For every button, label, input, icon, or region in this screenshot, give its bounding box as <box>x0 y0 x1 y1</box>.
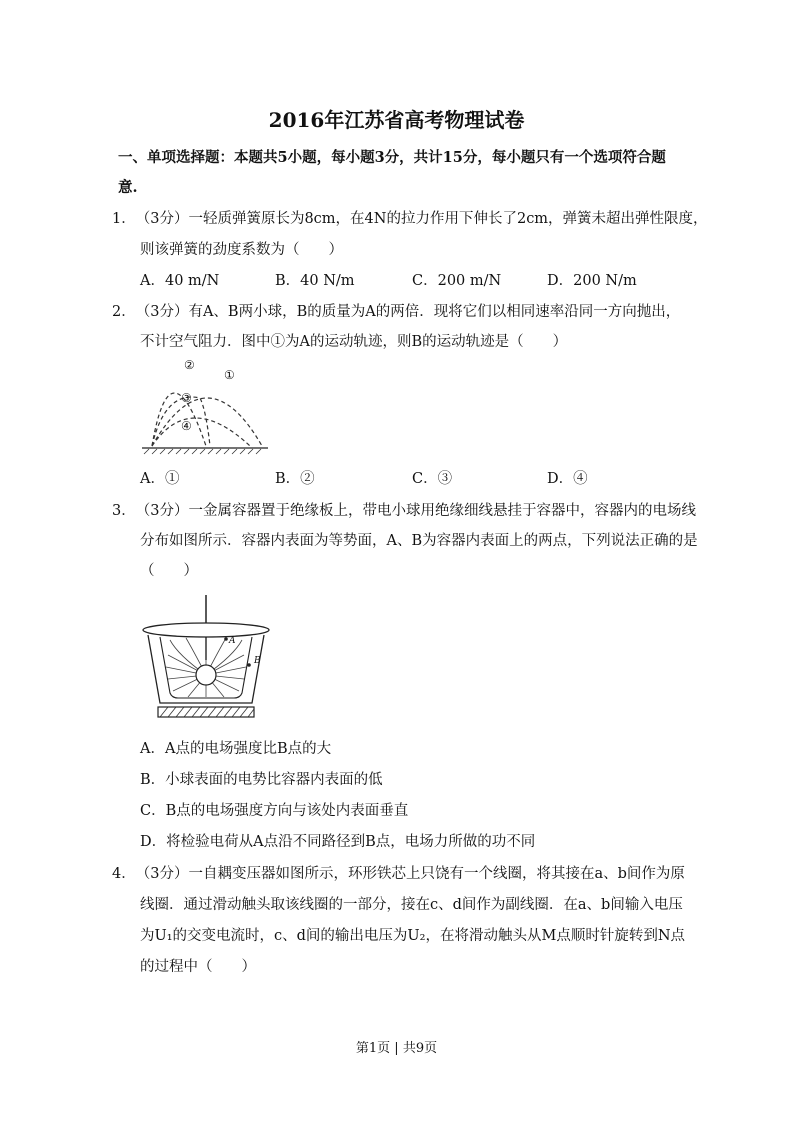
q4-text: （3分）一自耦变压器如图所示，环形铁芯上只饶有一个线圈，将其接在a、b间作为原 <box>135 866 685 882</box>
q3-option-b: B．小球表面的电势比容器内表面的低 <box>140 772 383 788</box>
q3-text: （ ） <box>140 563 198 579</box>
point-b-label: B <box>254 656 261 666</box>
section-heading-cont: 意. <box>118 179 138 196</box>
q1-number: 1． <box>112 211 136 227</box>
q1-option-c: C．200 m/N <box>412 273 502 289</box>
q3-text: （3分）一金属容器置于绝缘板上，带电小球用绝缘细线悬挂于容器中，容器内的电场线 <box>135 503 696 519</box>
q3-option-a: A．A点的电场强度比B点的大 <box>140 741 332 757</box>
q1-option-a: A．40 m/N <box>140 273 220 289</box>
q4-first-line <box>112 862 685 883</box>
q3-first-line <box>112 499 696 520</box>
q1-text: （3分）一轻质弹簧原长为8cm，在4N的拉力作用下伸长了2cm，弹簧未超出弹性限度， <box>135 211 708 227</box>
section-heading: 一、单项选择题：本题共5小题，每小题3分，共计15分，每小题只有一个选项符合题 <box>118 149 666 166</box>
trajectory-figure <box>140 360 270 455</box>
figure-label-2: ② <box>184 358 195 372</box>
q4-text: 线圈．通过滑动触头取该线圈的一部分，接在c、d间作为副线圈．在a、b间输入电压 <box>140 897 683 913</box>
q2-option-b: B．② <box>275 471 315 487</box>
q2-number: 2． <box>112 304 136 320</box>
q2-option-a: A．① <box>140 471 180 487</box>
figure-label-4: ④ <box>181 419 192 433</box>
q4-text: 的过程中（ ） <box>140 959 256 975</box>
q3-text: 分布如图所示．容器内表面为等势面，A、B为容器内表面上的两点，下列说法正确的是 <box>140 533 698 549</box>
page-title: 2016年江苏省高考物理试卷 <box>268 108 525 132</box>
page-footer: 第1页 | 共9页 <box>355 1041 438 1056</box>
q4-text: 为U₁的交变电流时，c、d间的输出电压为U₂，在将滑动触头从M点顺时针旋转到N点 <box>140 928 686 944</box>
q2-first-line <box>112 300 680 321</box>
point-a-label: A <box>229 636 236 646</box>
q1-text: 则该弹簧的劲度系数为（ ） <box>140 242 343 258</box>
q3-option-c: C．B点的电场强度方向与该处内表面垂直 <box>140 803 409 819</box>
q1-option-b: B．40 N/m <box>275 273 355 289</box>
figure-label-1: ① <box>224 368 235 382</box>
q1-first-line <box>112 207 708 228</box>
q2-text: 不计空气阻力．图中①为A的运动轨迹，则B的运动轨迹是（ ） <box>140 334 568 350</box>
q2-option-c: C．③ <box>412 471 453 487</box>
figure-label-3: ③ <box>181 391 192 405</box>
q2-option-d: D．④ <box>547 471 588 487</box>
q1-option-d: D．200 N/m <box>547 273 637 289</box>
q3-option-d: D．将检验电荷从A点沿不同路径到B点，电场力所做的功不同 <box>140 834 536 850</box>
q2-text: （3分）有A、B两小球，B的质量为A的两倍．现将它们以相同速率沿同一方向抛出， <box>135 304 681 320</box>
q3-number: 3． <box>112 503 136 519</box>
q4-number: 4． <box>112 866 136 882</box>
